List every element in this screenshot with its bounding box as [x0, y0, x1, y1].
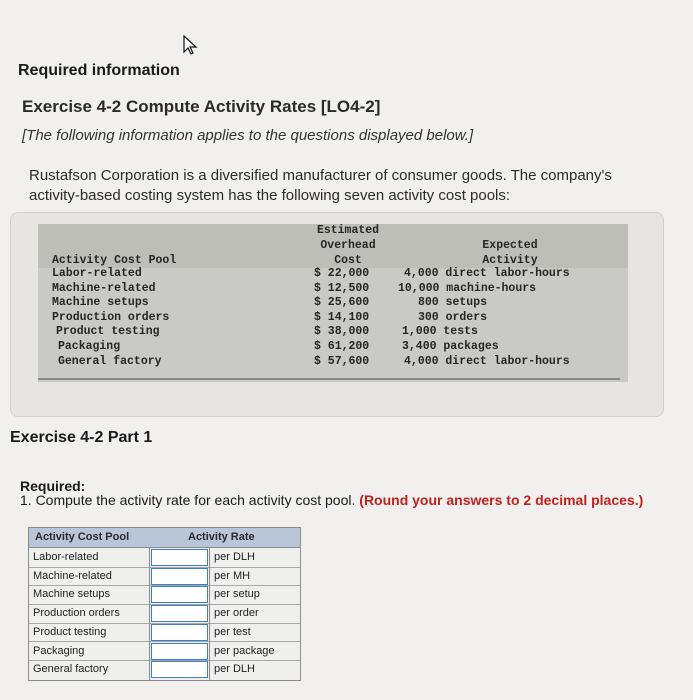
header-activity-line-2: Activity	[482, 254, 538, 267]
answer-row-unit: per MH	[214, 569, 251, 582]
data-row-pool: General factory	[58, 354, 162, 368]
data-row-cost: $ 61,200	[314, 340, 370, 353]
answer-row-unit: per test	[214, 625, 251, 638]
activity-rate-input-product-testing[interactable]	[151, 624, 208, 641]
answer-row-label: Packaging	[33, 644, 85, 657]
data-row-pool: Machine setups	[52, 296, 149, 310]
data-row-activity: 1,000 tests	[402, 325, 478, 339]
answer-row-label: General factory	[33, 663, 109, 676]
required-information-heading: Required information	[18, 62, 180, 79]
header-cost-line-1: Estimated	[316, 224, 380, 237]
answer-row-label: Product testing	[33, 625, 107, 638]
answer-row	[29, 567, 300, 587]
rounding-note: (Round your answers to 2 decimal places.)	[359, 492, 644, 508]
mouse-cursor-icon	[180, 34, 202, 56]
instruction-text	[20, 492, 643, 508]
activity-rate-input-packaging[interactable]	[151, 643, 208, 660]
instruction-main: 1. Compute the activity rate for each activity cost pool.	[20, 492, 356, 508]
activity-rate-input-general-factory[interactable]	[151, 661, 208, 678]
answer-row-unit: per DLH	[214, 663, 255, 676]
data-row-pool: Production orders	[52, 310, 170, 324]
answer-row	[29, 548, 300, 568]
data-row-pool: Packaging	[58, 340, 121, 353]
context-note: [The following information applies to the questions displayed below.]	[22, 127, 474, 144]
data-row-activity: 300 orders	[418, 310, 488, 324]
answer-row-unit: per setup	[214, 588, 260, 601]
data-row-activity: 10,000 machine-hours	[398, 281, 537, 295]
answer-row-label: Production orders	[33, 607, 120, 620]
answer-table-header	[29, 528, 300, 548]
data-row-activity: 4,000 direct labor-hours	[404, 267, 570, 280]
answer-row	[29, 585, 300, 605]
data-row-cost: $ 25,600	[314, 296, 370, 310]
table-bottom-rule	[38, 378, 620, 380]
header-cost-line-3: Cost	[334, 254, 362, 267]
column-header-activity-cost-pool: Activity Cost Pool	[35, 531, 130, 543]
data-row-cost: $ 38,000	[314, 325, 370, 339]
answer-row-label: Labor-related	[33, 551, 99, 563]
header-cost-line-2: Overhead	[320, 239, 376, 252]
activity-rate-input-machine-setups[interactable]	[151, 586, 208, 603]
required-label: Required:	[20, 478, 86, 494]
answer-row	[29, 642, 300, 662]
data-row-activity: 800 setups	[418, 296, 488, 310]
exercise-title: Exercise 4-2 Compute Activity Rates [LO4-2]	[22, 97, 381, 116]
activity-rate-input-machine-related[interactable]	[151, 568, 208, 585]
activity-rate-input-production-orders[interactable]	[151, 605, 208, 622]
header-activity-line-1: Expected	[482, 239, 538, 252]
column-header-activity-rate: Activity Rate	[188, 531, 255, 543]
answer-row-label: Machine setups	[33, 588, 111, 601]
data-row-pool: Product testing	[56, 325, 160, 339]
answer-table	[28, 527, 301, 681]
data-row-pool: Machine-related	[52, 281, 156, 295]
data-row-cost: $ 12,500	[314, 281, 370, 295]
answer-row	[29, 604, 300, 624]
data-row-cost: $ 57,600	[314, 354, 370, 368]
answer-row	[29, 660, 300, 679]
answer-row-unit: per DLH	[214, 551, 255, 563]
part-title: Exercise 4-2 Part 1	[10, 429, 153, 446]
activity-rate-input-labor-related[interactable]	[151, 549, 208, 566]
answer-row-unit: per order	[214, 607, 259, 620]
data-row-cost: $ 22,000	[314, 267, 370, 280]
data-row-cost: $ 14,100	[314, 310, 370, 324]
data-row-activity: 3,400 packages	[402, 340, 499, 353]
header-activity-cost-pool: Activity Cost Pool	[52, 254, 177, 267]
column-divider	[209, 547, 210, 680]
data-row-activity: 4,000 direct labor-hours	[404, 354, 570, 368]
column-divider	[149, 547, 150, 680]
answer-row-unit: per package	[214, 644, 275, 657]
problem-description: Rustafson Corporation is a diversified manufacturer of consumer goods. The company's activity-based costing system has the following seven activity cost pools:	[29, 167, 612, 204]
answer-row	[29, 623, 300, 643]
answer-row-label: Machine-related	[33, 569, 112, 582]
data-row-pool: Labor-related	[52, 267, 142, 280]
